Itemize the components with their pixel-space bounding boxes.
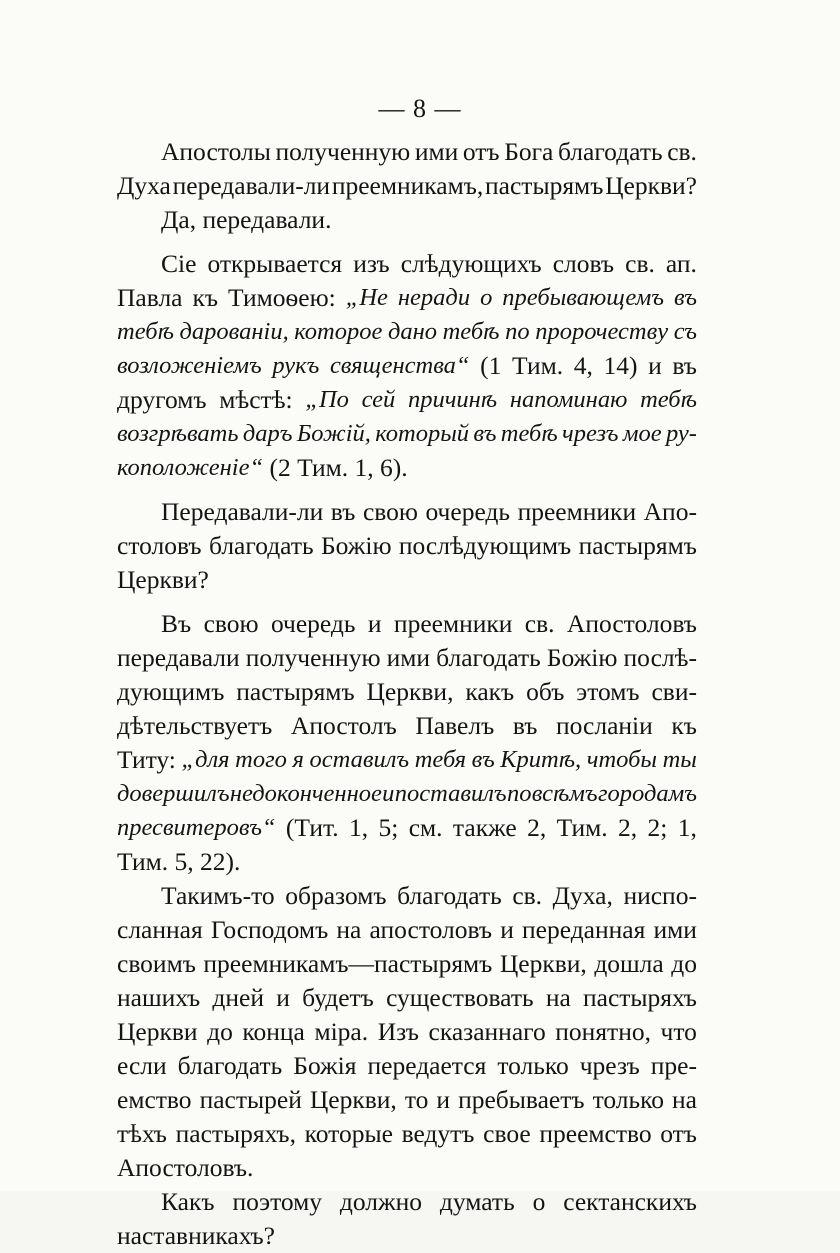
word: 1, [348,813,369,842]
italic-word: „Не [345,284,388,311]
word: ими [386,643,431,672]
word: дошла [594,949,664,978]
word: передавали-ли [172,171,331,200]
word: ниспо- [623,881,697,910]
word: изъ [353,249,390,278]
word: которые [304,1119,393,1148]
word: пастырямъ [236,677,355,706]
word: чрезъ [579,1051,640,1080]
word: (Тит. [285,813,339,842]
word: послѣдующимъ [398,531,572,560]
word: нашихъ [117,983,201,1012]
italic-word: оставилъ [309,746,410,773]
word: 2, [527,813,547,842]
word: преемникамъ, [331,171,484,200]
word: и [276,983,290,1012]
italic-word: даръ [242,420,293,447]
italic-word: съ [673,318,697,345]
word: если [117,1051,167,1080]
word: посланіи [556,711,653,740]
word: благодать [177,1051,283,1080]
word: Апостоловъ [566,609,697,638]
italic-word: того [235,746,287,773]
text-segment: Церкви? [117,565,209,594]
text-line [117,811,697,845]
word: переданная [522,915,646,944]
italic-word: довершилъ [117,780,230,807]
word: ими [653,915,697,944]
word: благодать [557,137,663,166]
word: пастыряхъ, [175,1119,296,1148]
word: 1, [677,813,697,842]
word: Передавали-ли [161,497,324,526]
word: Господомъ [210,915,329,944]
text-line [117,1015,697,1049]
word: объ [526,677,565,706]
word: то [404,1085,429,1114]
word: Павелъ [415,711,495,740]
paragraph [117,607,697,879]
word: Тимоѳею: [228,283,336,312]
paragraph [117,203,697,237]
word: только [497,1051,569,1080]
text-line [117,203,697,237]
word: преемники [517,497,637,526]
word: преемникамъ—пастырямъ [203,949,493,978]
page-number: — 8 — [378,94,462,123]
word: очередь [270,609,356,638]
italic-word: дарованіи, [179,318,289,345]
italic-word: возложеніемъ [117,352,262,379]
italic-word: тебѣ [117,318,174,345]
word: и [648,351,662,380]
italic-word: ты [662,746,697,773]
word: 2; [647,813,668,842]
italic-word: о [480,284,493,311]
word: Тим. [556,813,608,842]
word: Апо- [643,497,697,526]
text-line [117,913,697,947]
body-text [117,135,697,1253]
text-line [117,451,697,485]
word: свою [362,497,418,526]
word: Титу: [117,745,176,774]
word: конца [242,1017,305,1046]
word: только [592,1085,664,1114]
italic-word: въ [673,284,697,311]
word: и [500,915,514,944]
text-segment: Да, передавали. [161,205,332,234]
word: также [452,813,517,842]
word: св. [512,881,543,910]
text-line [117,1117,697,1151]
word: столовъ [117,531,202,560]
word: что [660,1017,697,1046]
italic-segment: коположеніе“ [117,454,264,481]
paragraph [117,1185,697,1253]
italic-word: по [505,318,530,345]
text-line [117,845,697,879]
paragraph [117,879,697,1185]
word: Изъ [377,1017,419,1046]
word: свое [483,1119,531,1148]
italic-word: напоминаю [509,386,628,413]
word: Духа [117,171,171,200]
italic-word: Божій, [296,420,371,447]
italic-word: возгрѣвать [117,420,239,447]
text-line [117,315,697,349]
word: Какъ [161,1187,215,1216]
text-segment: Апостоловъ. [117,1153,254,1182]
italic-word: въ [473,420,497,447]
text-segment: Тим. 5, 22). [117,847,241,876]
text-line [117,135,697,169]
word: сланная [117,915,203,944]
word: и [436,1085,451,1114]
word: своимъ [117,949,196,978]
word: см. [408,813,443,842]
text-line [117,607,697,641]
text-line [117,383,697,417]
italic-word: въ [471,746,495,773]
text-line [117,981,697,1015]
word: пастырей [199,1085,302,1114]
italic-word: чрезъ [562,420,619,447]
word: Божія [293,1051,357,1080]
text-line [117,1083,697,1117]
word: Тим. [512,351,564,380]
word: благодать [436,643,541,672]
italic-word: всѣмъ [531,780,598,807]
italic-word: городамъ [597,780,697,807]
word: отъ [660,1119,697,1148]
text-segment: (2 Тим. 1, 6). [263,453,408,482]
word: 5; [378,813,399,842]
italic-word: пророчеству [535,318,669,345]
word: благодать [397,881,502,910]
italic-word: Критѣ, [500,746,582,773]
word: пребываетъ [458,1085,585,1114]
italic-word: рукъ [272,352,320,379]
word: на [672,1085,697,1114]
word: Апостолы [161,137,271,166]
word: Бога [504,137,554,166]
text-line [117,1151,697,1185]
word: дѣтельствуетъ [117,711,273,740]
word: будетъ [302,983,374,1012]
italic-word: пребывающемъ [502,284,664,311]
word: тѣхъ [117,1119,167,1148]
text-line [117,675,697,709]
word: какъ [465,677,515,706]
word: 4, [573,351,593,380]
text-line [117,247,697,281]
text-line [117,1185,697,1219]
word: Церкви? [605,171,697,200]
word: емство [117,1085,192,1114]
word: Церкви, [309,1085,397,1114]
word: словъ [552,249,615,278]
italic-word: священства“ [329,352,470,379]
italic-word: и [382,780,395,807]
word: поэтому [232,1187,323,1216]
word: ими [414,137,459,166]
text-segment: наставникахъ? [117,1221,275,1250]
word: Церкви, [499,949,587,978]
word: міра. [314,1017,369,1046]
text-line [117,709,697,743]
italic-word: причинѣ [407,386,498,413]
word: полученную [275,137,411,166]
text-line [117,879,697,913]
word: Духа, [552,881,613,910]
word: Такимъ-то [161,881,275,910]
italic-word: который [375,420,470,447]
text-line [117,495,697,529]
paragraph [117,135,697,203]
word: отъ [462,137,500,166]
word: преемство [539,1119,652,1148]
word: св. [667,137,697,166]
word: дующимъ [117,677,225,706]
italic-word: поставилъ [394,780,507,807]
paragraph-gap [117,597,697,607]
italic-word: дано [387,318,438,345]
word: передавали [117,643,240,672]
word: о [532,1187,546,1216]
word: сектанскихъ [563,1187,697,1216]
word: существовать [386,983,534,1012]
italic-word: чтобы [586,746,657,773]
word: къ [192,283,219,312]
italic-word: сей [361,386,396,413]
word: передается [367,1051,487,1080]
word: слѣдующихъ [400,249,542,278]
word: Павла [117,283,183,312]
word: открывается [207,249,343,278]
text-line [117,1049,697,1083]
word: въ [330,497,356,526]
word: полученную [245,643,381,672]
text-line [117,641,697,675]
italic-word: которое [294,318,383,345]
word: Церкви [117,1017,198,1046]
word: на [545,983,571,1012]
italic-word: ру- [665,420,697,447]
italic-word: „для [181,746,230,773]
word: Божію [546,643,618,672]
word: этомъ [576,677,640,706]
italic-word: тебѣ [640,386,697,413]
word: благодать [208,531,314,560]
text-line [117,777,697,811]
word: думать [439,1187,515,1216]
italic-word: „По [305,386,349,413]
paragraph-gap [117,485,697,495]
italic-word: тебѣ [500,420,558,447]
word: преемники [393,609,513,638]
word: мѣстѣ: [219,385,293,414]
word: пре- [650,1051,697,1080]
text-line [117,349,697,383]
word: Апостолъ [290,711,397,740]
text-line [117,281,697,315]
word: должно [339,1187,423,1216]
word: образомъ [285,881,387,910]
paragraph [117,247,697,485]
word: на [336,915,362,944]
text-line [117,529,697,563]
word: другомъ [117,385,207,414]
word: пастырямъ [485,171,604,200]
text-line [117,743,697,777]
italic-word: мое [622,420,662,447]
word: понятно, [555,1017,651,1046]
word: свою [203,609,259,638]
word: ап. [665,249,697,278]
text-line [117,947,697,981]
text-line [117,563,697,597]
paragraph [117,495,697,597]
text-line [117,169,697,203]
word: Въ [161,609,192,638]
word: до [671,949,697,978]
word: и [367,609,382,638]
word: пастыряхъ [582,983,697,1012]
italic-word: я [292,746,304,773]
italic-word: по [506,780,532,807]
word: (1 [480,351,502,380]
word: въ [512,711,538,740]
italic-word: пресвитеровъ“ [117,814,276,841]
word: 2, [618,813,638,842]
text-line [117,1219,697,1253]
word: до [207,1017,233,1046]
word: къ [671,711,697,740]
word: св. [625,249,655,278]
word: ведутъ [401,1119,475,1148]
italic-word: недоконченное [229,780,382,807]
word: апостоловъ [369,915,493,944]
word: въ [672,351,697,380]
word: сказаннаго [428,1017,546,1046]
word: св. [524,609,555,638]
paragraph-gap [117,237,697,247]
word: очередь [425,497,511,526]
word: пастырямъ [578,531,697,560]
text-line [117,417,697,451]
word: 14) [603,351,638,380]
word: Сіе [161,249,197,278]
word: дней [212,983,265,1012]
italic-word: тебя [414,746,467,773]
word: Церкви, [366,677,454,706]
word: послѣ- [623,643,697,672]
italic-word: тебѣ [442,318,500,345]
word: Божію [321,531,392,560]
italic-word: неради [397,284,471,311]
word: сви- [651,677,697,706]
